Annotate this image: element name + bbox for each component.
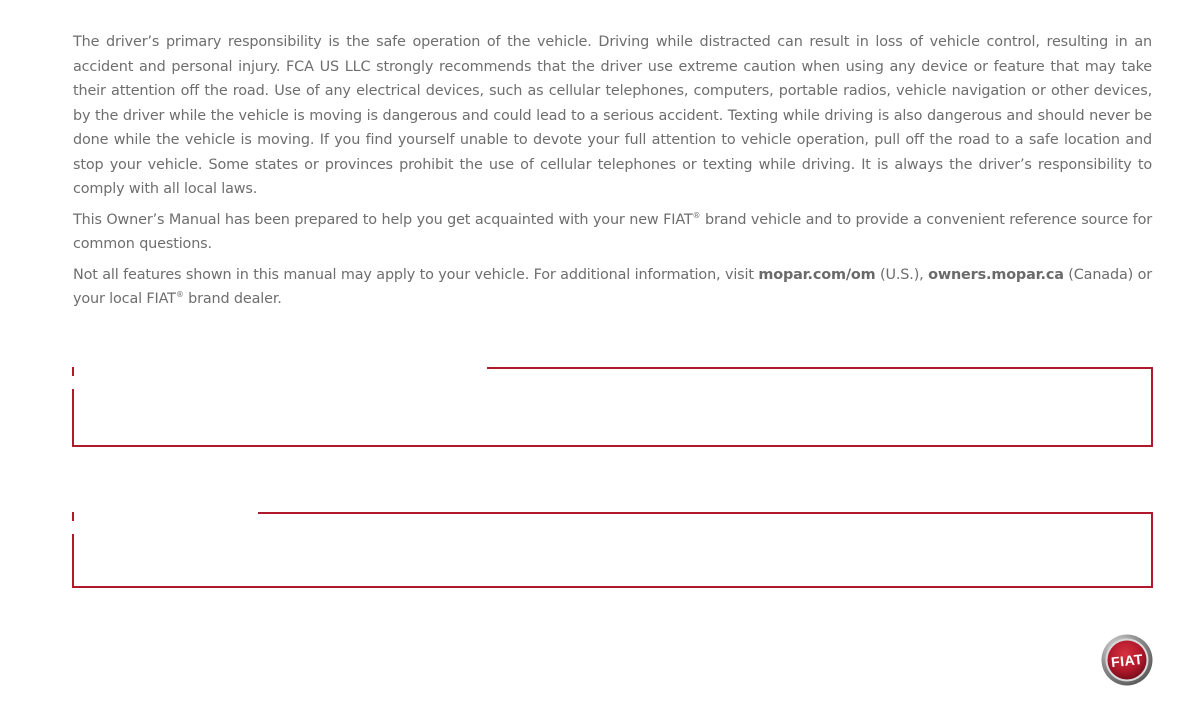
empty-notice-frame-1 <box>72 367 1153 447</box>
mopar-canada-link[interactable]: owners.mopar.ca <box>928 266 1064 283</box>
frame-corner-tick <box>72 367 74 376</box>
mopar-us-link[interactable]: mopar.com/om <box>758 266 876 283</box>
dealer-text: brand dealer. <box>183 291 282 307</box>
frame-bottom-border <box>72 586 1153 588</box>
frame-corner-tick <box>72 512 74 521</box>
us-label: (U.S.), <box>875 266 929 283</box>
frame-top-border <box>258 512 1153 514</box>
frame-right-border <box>1151 367 1153 447</box>
frame-left-border <box>72 534 74 588</box>
additional-info-text: Not all features shown in this manual may apply to your vehicle. For additional information, visit <box>73 266 759 283</box>
paragraph-manual-purpose <box>73 208 1152 257</box>
frame-right-border <box>1151 512 1153 588</box>
frame-bottom-border <box>72 445 1153 447</box>
frame-top-border <box>487 367 1153 369</box>
paragraph-driver-responsibility: The driver’s primary responsibility is the safe operation of the vehicle. Driving while distracted can result in loss of vehicle control, resulting in an accident and personal injury. FCA US LLC strongly recommends that the driver use extreme caution when using any device or feature that may take their attention off the road. Use of any electrical devices, such as cellular telephones, computers, portable radios, vehicle navigation or other devices, by the driver while the vehicle is moving is dangerous and could lead to a serious accident. Texting while driving is also dangerous and should never be done while the vehicle is moving. If you find yourself unable to devote your full attention to vehicle operation, pull off the road to a safe location and stop your vehicle. Some states or provinces prohibit the use of cellular telephones or texting while driving. It is always the driver’s responsibility to comply with all local laws. <box>73 34 1152 197</box>
manual-purpose-text-continued: brand vehicle and to provide a convenient reference source for common questions. <box>73 211 1152 252</box>
paragraph-additional-info <box>73 263 1152 312</box>
empty-notice-frame-2 <box>72 512 1153 588</box>
manual-purpose-text: This Owner’s Manual has been prepared to help you get acquainted with your new FIAT <box>73 211 693 228</box>
logo-text: FIAT <box>1110 650 1144 671</box>
fiat-logo-icon <box>1101 634 1153 686</box>
registered-mark: ® <box>692 210 701 220</box>
registered-mark: ® <box>175 290 184 299</box>
canada-label: (Canada) or your local FIAT <box>73 266 1152 307</box>
manual-intro-text <box>73 30 1152 318</box>
frame-left-border <box>72 389 74 447</box>
